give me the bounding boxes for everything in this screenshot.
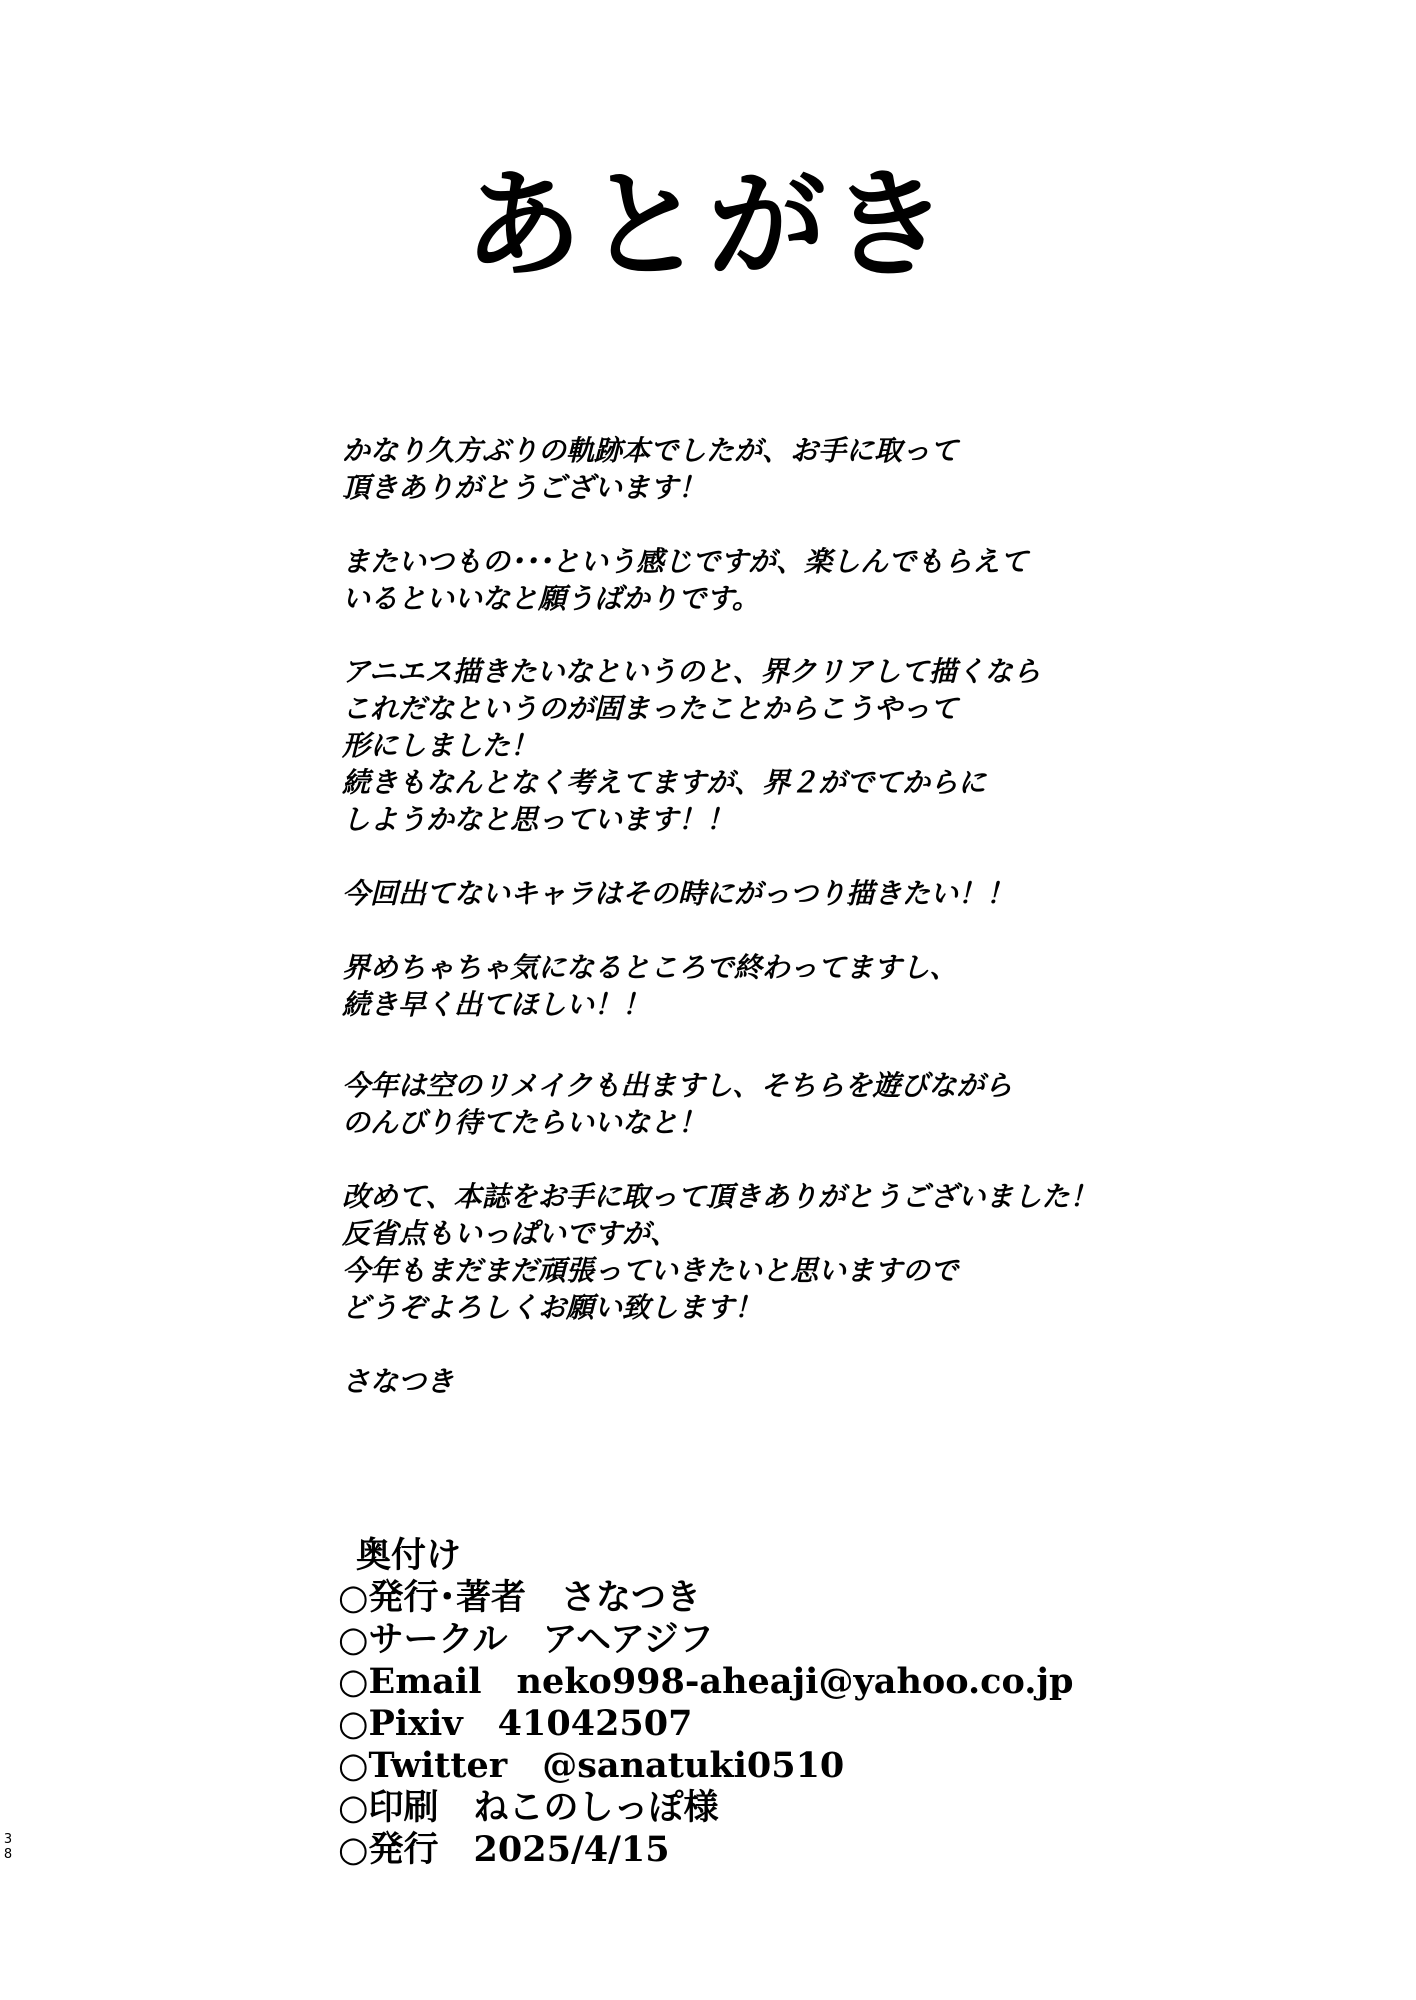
paragraph [342, 875, 1342, 912]
colophon-printer: ○印刷 ねこのしっぽ様 [338, 1787, 719, 1828]
page-number: 38 [3, 1832, 13, 1862]
text-line: いるといいなと願うばかりです。 [342, 582, 760, 615]
colophon-heading: 奥付け [356, 1535, 462, 1576]
text-line: のんびり待てたらいいなと！ [342, 1106, 707, 1139]
text-line: 頂きありがとうございます！ [342, 471, 707, 504]
colophon-twitter: ○Twitter @sanatuki0510 [338, 1745, 845, 1786]
text-line: アニエス描きたいなというのと、界クリアして描くなら [342, 655, 1041, 688]
colophon-issue-date: ○発行 2025/4/15 [338, 1829, 670, 1870]
paragraph [342, 432, 1342, 506]
paragraph [342, 1178, 1342, 1326]
text-line: 今年は空のリメイクも出ますし、そちらを遊びながら [342, 1069, 1013, 1102]
colophon-publisher-author: ○発行･著者 さなつき [338, 1577, 702, 1618]
colophon-pixiv: ○Pixiv 41042507 [338, 1703, 693, 1744]
colophon [338, 1535, 1338, 1871]
text-line: 改めて、本誌をお手に取って頂きありがとうございました！ [342, 1180, 1098, 1213]
text-line: これだなというのが固まったことからこうやって [342, 692, 959, 725]
text-line: 反省点もいっぱいですが、 [342, 1217, 679, 1250]
paragraph [342, 1067, 1342, 1141]
paragraph [342, 543, 1342, 617]
paragraph [342, 653, 1342, 838]
text-line: かなり久方ぶりの軌跡本でしたが、お手に取って [342, 434, 959, 467]
colophon-circle: ○サークル アヘアジフ [338, 1619, 714, 1660]
text-line: 今回出てないキャラはその時にがっつり描きたい！！ [342, 877, 1015, 910]
text-line: 続きもなんとなく考えてますが、界２がでてからに [342, 766, 987, 799]
author-signature: さなつき [342, 1365, 455, 1398]
text-line: 続き早く出てほしい！！ [342, 988, 651, 1021]
paragraph [342, 949, 1342, 1023]
text-line: またいつもの･･･という感じですが、楽しんでもらえて [342, 545, 1029, 578]
page-title: あとがき [463, 156, 952, 294]
text-line: しようかなと思っています！！ [342, 803, 735, 836]
text-line: 今年もまだまだ頑張っていきたいと思いますので [342, 1254, 959, 1287]
colophon-email: ○Email neko998-aheaji@yahoo.co.jp [338, 1661, 1074, 1702]
text-line: 形にしました！ [342, 729, 539, 762]
text-line: 界めちゃちゃ気になるところで終わってますし、 [342, 951, 958, 984]
afterword-body [342, 432, 1342, 1400]
text-line: どうぞよろしくお願い致します！ [342, 1291, 763, 1324]
